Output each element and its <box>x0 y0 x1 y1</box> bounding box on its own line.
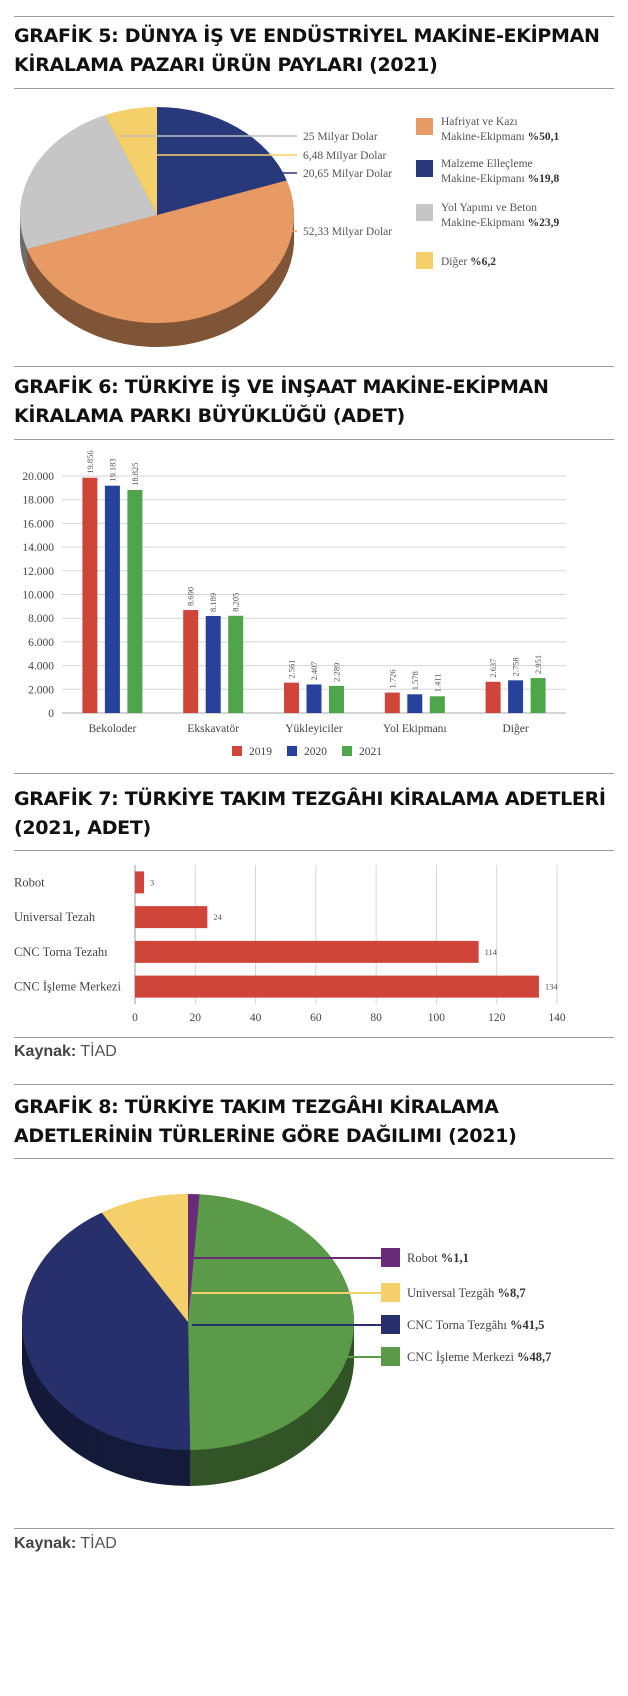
legend-label: Makine-Ekipmanı %19,8 <box>441 173 560 185</box>
y-tick-label: 14.000 <box>22 542 54 555</box>
source-text: TİAD <box>80 1535 117 1552</box>
y-tick-label: 6.000 <box>28 636 54 649</box>
chart7-source <box>14 1043 117 1061</box>
y-tick-label: 8.000 <box>28 613 54 626</box>
x-tick-label: Bekoloder <box>88 723 137 735</box>
chart8-title: GRAFİK 8: TÜRKİYE TAKIM TEZGÂHI KİRALAMA ADETLERİNİN TÜRLERİNE GÖRE DAĞILIMI (2021) <box>14 1096 517 1147</box>
divider <box>14 16 614 17</box>
bar-value-label: 8.205 <box>230 592 241 612</box>
x-tick-label: Ekskavatör <box>187 723 240 735</box>
bar-value-label: 18.825 <box>129 462 140 486</box>
divider <box>14 1084 614 1085</box>
legend-value: %48,7 <box>517 1350 552 1364</box>
bar-2020 <box>508 680 523 713</box>
legend-label: Makine-Ekipmanı %23,9 <box>441 217 560 229</box>
slice-amount: 20,65 Milyar Dolar <box>303 168 393 180</box>
legend-swatch <box>381 1283 400 1302</box>
legend-value: %41,5 <box>509 1318 545 1332</box>
x-tick-label: 40 <box>249 1012 262 1024</box>
legend-swatch <box>342 746 352 756</box>
bar-value-label: 114 <box>484 946 498 957</box>
bar-value-label: 134 <box>544 981 558 992</box>
bar-2020 <box>206 616 221 713</box>
y-tick-label: 10.000 <box>22 589 54 602</box>
chart7-title: GRAFİK 7: TÜRKİYE TAKIM TEZGÂHI KİRALAMA ADETLERİ (2021, ADET) <box>14 788 606 839</box>
x-tick-label: Yol Ekipmanı <box>382 723 447 735</box>
y-tick-label: 16.000 <box>22 518 54 531</box>
bar-2019 <box>486 682 501 713</box>
bar <box>135 941 479 963</box>
legend-swatch <box>287 746 297 756</box>
legend-value: %23,9 <box>527 217 560 229</box>
bar-2019 <box>183 610 198 713</box>
bar-2021 <box>228 616 243 713</box>
legend-swatch <box>416 204 433 221</box>
bar-2021 <box>127 490 142 713</box>
y-tick-label: Robot <box>14 875 45 890</box>
bar-2021 <box>329 686 344 713</box>
source-text: TİAD <box>80 1043 117 1060</box>
y-tick-label: 20.000 <box>22 471 54 483</box>
bar-2019 <box>385 693 400 713</box>
y-tick-label: 18.000 <box>22 494 54 507</box>
bar <box>135 871 144 893</box>
y-tick-label: Universal Tezah <box>14 910 96 925</box>
slice-amount: 52,33 Milyar Dolar <box>303 226 393 238</box>
y-tick-label: CNC İşleme Merkezi <box>14 979 121 994</box>
legend-label: 2020 <box>304 746 327 758</box>
x-tick-label: 80 <box>370 1012 382 1024</box>
legend-swatch <box>232 746 242 756</box>
x-tick-label: 120 <box>488 1012 506 1024</box>
x-tick-label: 20 <box>189 1012 202 1024</box>
bar-2021 <box>531 678 546 713</box>
y-tick-label: 0 <box>48 708 54 720</box>
bar-value-label: 2.289 <box>331 662 342 682</box>
bar-2019 <box>82 478 97 713</box>
bar-2021 <box>430 696 445 713</box>
legend-value: %8,7 <box>497 1286 526 1300</box>
chart7-hbar <box>0 851 628 1031</box>
bar-2019 <box>284 683 299 713</box>
legend-swatch <box>416 160 433 177</box>
legend-swatch <box>416 118 433 135</box>
bar-value-label: 19.856 <box>84 450 95 474</box>
legend-label: 2021 <box>359 746 382 758</box>
y-tick-label: 12.000 <box>22 565 54 578</box>
legend-label: Makine-Ekipmanı %50,1 <box>441 131 560 143</box>
legend-value: %6,2 <box>470 256 496 268</box>
bar-2020 <box>105 486 120 713</box>
y-tick-label: 4.000 <box>28 660 54 673</box>
bar-value-label: 24 <box>213 912 222 923</box>
source-label: Kaynak: <box>14 1043 77 1060</box>
slice-amount: 25 Milyar Dolar <box>303 131 378 143</box>
bar-value-label: 2.951 <box>533 654 544 675</box>
legend-label: Universal Tezgâh %8,7 <box>407 1286 526 1300</box>
chart8-pie <box>0 1159 628 1519</box>
legend-label: CNC Torna Tezgâhı %41,5 <box>407 1318 545 1332</box>
bar-value-label: 19.183 <box>107 458 118 482</box>
bar <box>135 976 539 998</box>
legend-swatch <box>381 1248 400 1267</box>
chart6-title: GRAFİK 6: TÜRKİYE İŞ VE İNŞAAT MAKİNE-EKİPMAN KİRALAMA PARKI BÜYÜKLÜĞÜ (ADET) <box>14 376 549 427</box>
slice-amount: 6,48 Milyar Dolar <box>303 150 387 162</box>
source-label: Kaynak: <box>14 1535 77 1552</box>
chart6-bar <box>0 440 628 770</box>
bar <box>135 906 207 928</box>
legend-label: Diğer %6,2 <box>441 256 496 268</box>
bar-value-label: 2.758 <box>510 657 521 677</box>
bar-value-label: 8.189 <box>208 592 219 612</box>
bar-value-label: 2.561 <box>286 659 297 679</box>
legend-swatch <box>381 1347 400 1366</box>
x-tick-label: 100 <box>427 1012 446 1024</box>
chart5-title: GRAFİK 5: DÜNYA İŞ VE ENDÜSTRİYEL MAKİNE-EKİPMAN KİRALAMA PAZARI ÜRÜN PAYLARI (2021) <box>14 25 600 76</box>
bar-value-label: 1.411 <box>432 673 443 693</box>
bar-2020 <box>307 684 322 713</box>
y-tick-label: CNC Torna Tezahı <box>14 944 108 959</box>
bar-value-label: 3 <box>150 877 155 888</box>
bar-value-label: 2.637 <box>488 658 499 678</box>
bar-value-label: 1.578 <box>409 671 420 691</box>
divider <box>14 773 614 774</box>
chart8-source <box>14 1535 117 1553</box>
legend-value: %1,1 <box>440 1251 469 1265</box>
legend-swatch <box>381 1315 400 1334</box>
bar-2020 <box>407 694 422 713</box>
y-tick-label: 2.000 <box>28 684 54 697</box>
legend-label: CNC İşleme Merkezi %48,7 <box>407 1350 552 1364</box>
divider <box>14 366 614 367</box>
bar-value-label: 2.407 <box>309 661 319 681</box>
legend-label: 2019 <box>249 746 272 758</box>
x-tick-label: 0 <box>132 1012 138 1024</box>
bar-value-label: 8.690 <box>185 586 196 607</box>
legend-label: Yol Yapımı ve Beton <box>441 202 537 214</box>
x-tick-label: Yükleyiciler <box>285 723 343 735</box>
divider <box>14 1037 614 1038</box>
legend-value: %50,1 <box>527 131 560 143</box>
legend-swatch <box>416 252 433 269</box>
chart5-pie <box>0 89 628 359</box>
bar-value-label: 1.726 <box>387 669 398 689</box>
x-tick-label: 60 <box>310 1012 322 1024</box>
legend-label: Robot %1,1 <box>407 1251 469 1265</box>
x-tick-label: 140 <box>548 1012 566 1024</box>
legend-label: Malzeme Elleçleme <box>441 158 533 170</box>
legend-label: Hafriyat ve Kazı <box>441 116 518 128</box>
legend-value: %19,8 <box>527 173 560 185</box>
divider <box>14 1528 614 1529</box>
x-tick-label: Diğer <box>502 723 529 735</box>
